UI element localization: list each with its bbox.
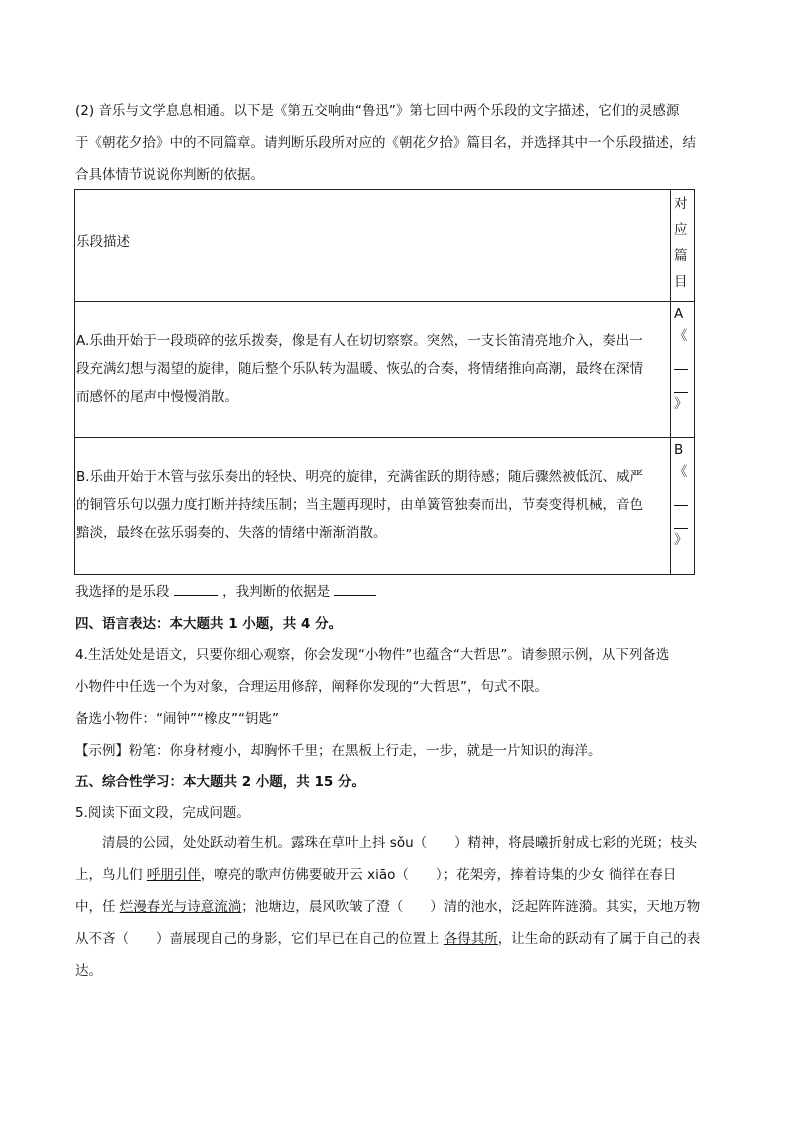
table-row-a-description	[76, 327, 670, 411]
passage-line4	[75, 929, 720, 949]
passage-text: 上，鸟儿们	[75, 867, 147, 883]
table-row-b-description	[76, 463, 670, 547]
q4-options: 备选小物件：“闹钟”“橡皮”“钥匙”	[75, 711, 279, 727]
q4-line1: 4.生活处处是语文，只要你细心观察，你会发现“小物件”也蕴含“大哲思”。请参照示例，从下列备选	[75, 647, 670, 663]
row-b-line: 的铜管乐句以强力度打断并持续压制；当主题再现时，由单簧管独奏而出，节奏变得机械，音色	[76, 497, 643, 513]
passage-text: 中，任	[75, 899, 120, 915]
header-char: 篇	[674, 248, 688, 264]
table-header-description: 乐段描述	[76, 234, 130, 250]
row-b-blank-1[interactable]	[674, 483, 688, 506]
section4-heading: 四、语言表达：本大题共 1 小题，共 4 分。	[75, 616, 343, 632]
passage-text: 从不吝（ ）啬展现自己的身影，它们早已在自己的位置上	[75, 931, 444, 947]
underlined-phrase: 烂漫春光与诗意流淌	[119, 899, 242, 915]
passage-line5: 达。	[75, 963, 102, 979]
q4-line2: 小物件中任选一个为对象，合理运用修辞，阐释你发现的“大哲思”，句式不限。	[75, 679, 548, 695]
music-table	[74, 189, 695, 575]
row-a-line: A.乐曲开始于一段琐碎的弦乐拨奏，像是有人在切切察察。突然，一支长笛清亮地介入，奏出一	[76, 333, 643, 349]
answer-prefix: 我选择的是乐段	[75, 584, 170, 600]
passage-text: ，嘹亮的歌声仿佛要破开云 xiāo（ ）；花架旁，捧着诗集的少女 徜徉在春日	[200, 867, 677, 883]
underlined-phrase: 呼朋引伴	[146, 867, 201, 883]
q3-part2-line2: 于《朝花夕拾》中的不同篇章。请判断乐段所对应的《朝花夕拾》篇目名，并选择其中一个乐段描述，结	[75, 135, 696, 151]
row-b-label: B	[674, 442, 684, 458]
header-char: 应	[674, 222, 688, 238]
answer-middle: ，我判断的依据是	[222, 584, 331, 600]
q4-example: 【示例】粉笔：你身材瘦小，却胸怀千里；在黑板上行走，一步，就是一片知识的海洋。	[75, 743, 602, 759]
q3-part2-line3: 合具体情节说说你判断的依据。	[75, 167, 264, 183]
table-row-a-answer	[672, 303, 696, 415]
table-header-column	[672, 191, 696, 295]
header-char: 目	[674, 274, 688, 290]
row-a-label: A	[674, 306, 684, 322]
answer-line	[75, 582, 720, 602]
row-a-line: 段充满幻想与渴望的旋律，随后整个乐队转为温暖、恢弘的合奏，将情绪推向高潮，最终在深情	[76, 361, 643, 377]
underlined-phrase: 各得其所	[443, 931, 498, 947]
row-b-line: 黯淡，最终在弦乐弱奏的、失落的情绪中渐渐消散。	[76, 525, 387, 541]
row-b-line: B.乐曲开始于木管与弦乐奏出的轻快、明亮的旋律，充满雀跃的期待感；随后骤然被低沉、威严	[76, 469, 644, 485]
section5-heading: 五、综合性学习：本大题共 2 小题，共 15 分。	[75, 774, 365, 790]
passage-line3	[75, 897, 720, 917]
row-a-blank-2[interactable]	[674, 370, 688, 393]
passage-text: ；池塘边，晨风吹皱了澄（ ）清的池水，泛起阵阵涟漪。其实，天地万物	[241, 899, 701, 915]
q3-part2-line1: (2) 音乐与文学息息相通。以下是《第五交响曲“鲁迅”》第七回中两个乐段的文字描述，它们的灵感源	[75, 103, 680, 119]
row-b-close-bracket: 》	[674, 532, 688, 548]
row-b-blank-2[interactable]	[674, 506, 688, 529]
header-char: 对	[674, 196, 688, 212]
row-a-open-bracket: 《	[674, 328, 688, 344]
answer-blank-section[interactable]	[174, 595, 218, 596]
q5-intro: 5.阅读下面文段，完成问题。	[75, 805, 250, 821]
passage-line1: 清晨的公园，处处跃动着生机。露珠在草叶上抖 sǒu（ ）精神，将晨曦折射成七彩的光斑；枝头	[102, 835, 698, 851]
row-a-close-bracket: 》	[674, 396, 688, 412]
passage-line2	[75, 865, 720, 885]
passage-text: ，让生命的跃动有了属于自己的表	[497, 931, 701, 947]
row-a-blank-1[interactable]	[674, 347, 688, 370]
row-b-open-bracket: 《	[674, 464, 688, 480]
table-row-b-answer	[672, 439, 696, 551]
answer-blank-reason[interactable]	[334, 595, 376, 596]
row-a-line: 而感怀的尾声中慢慢消散。	[76, 389, 238, 405]
